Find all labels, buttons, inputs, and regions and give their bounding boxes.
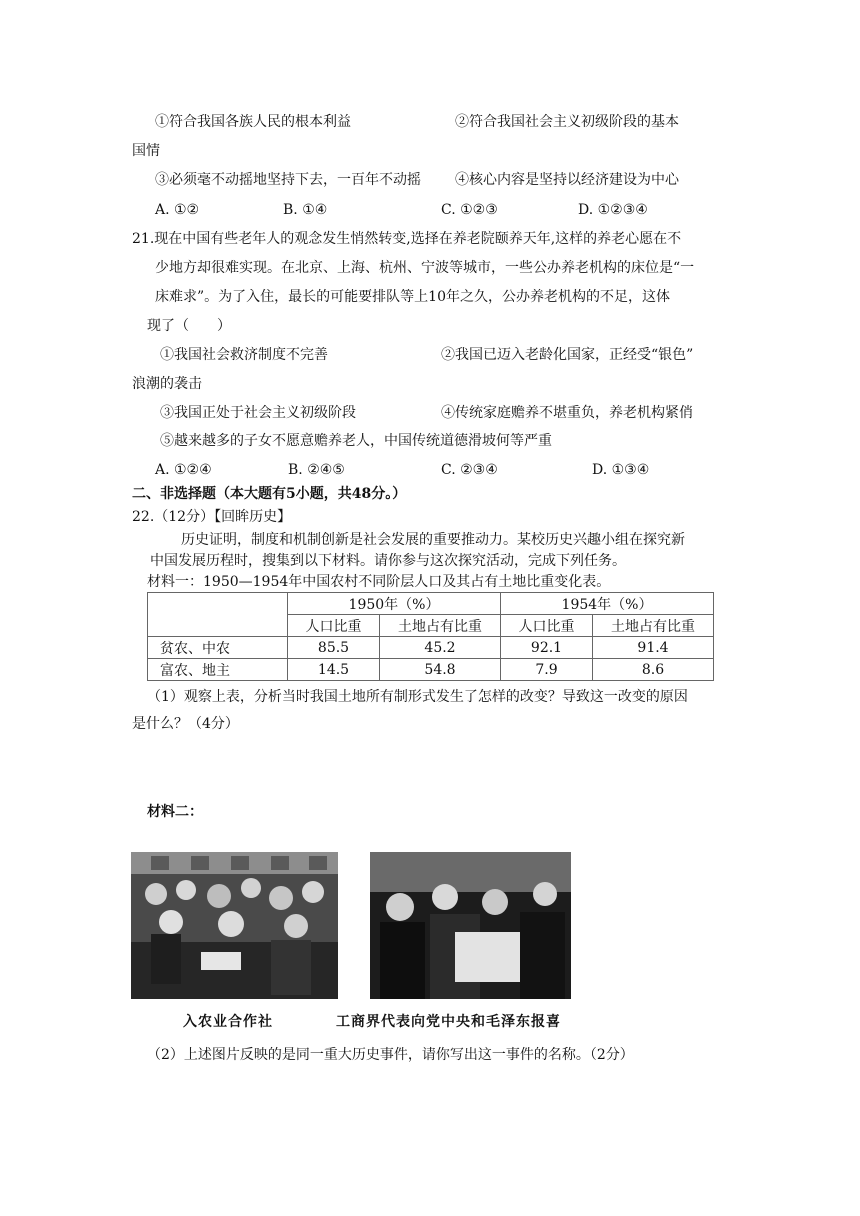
q21-choice-a: A. ①②④ — [155, 462, 212, 478]
q20-choice-d: D. ①②③④ — [578, 202, 648, 218]
q21-stem-line-4: 现了（ ） — [147, 318, 231, 334]
table-row — [148, 659, 714, 681]
business-report-photo — [370, 852, 571, 999]
section-heading: 二、非选择题（本大题有5小题，共48分。） — [132, 486, 407, 502]
table-corner-cell — [148, 593, 288, 637]
q22-sub1-line-1: （1）观察上表，分析当时我国土地所有制形式发生了怎样的改变？导致这一改变的原因 — [147, 689, 688, 705]
q22-sub1-line-2: 是什么？（4分） — [132, 716, 239, 732]
q21-option-2-cont: 浪潮的袭击 — [132, 376, 202, 392]
table-subheader: 人口比重 — [501, 615, 593, 637]
table-subheader: 土地占有比重 — [593, 615, 714, 637]
q22-sub2: （2）上述图片反映的是同一重大历史事件，请你写出这一事件的名称。（2分） — [147, 1047, 634, 1063]
table-header-row — [148, 593, 714, 615]
table-year-1954: 1954年（%） — [501, 593, 714, 615]
q21-option-1: ①我国社会救济制度不完善 — [160, 347, 328, 363]
q21-choice-d: D. ①③④ — [592, 462, 650, 478]
table-subheader: 土地占有比重 — [380, 615, 501, 637]
q22-heading: 22.（12分）【回眸历史】 — [132, 509, 292, 525]
q21-choice-c: C. ②③④ — [441, 462, 498, 478]
land-ownership-table — [147, 592, 714, 681]
q21-option-2: ②我国已迈入老龄化国家，正经受“银色” — [441, 347, 694, 363]
q21-option-5: ⑤越来越多的子女不愿意赡养老人，中国传统道德滑坡何等严重 — [160, 433, 552, 449]
table-subheader: 人口比重 — [288, 615, 380, 637]
q21-option-4: ④传统家庭赡养不堪重负，养老机构紧俏 — [441, 405, 693, 421]
table-row-label: 富农、地主 — [148, 659, 288, 681]
table-row — [148, 637, 714, 659]
q21-choice-b: B. ②④⑤ — [288, 462, 345, 478]
table-cell: 8.6 — [593, 659, 714, 681]
q20-option-4: ④核心内容是坚持以经济建设为中心 — [455, 172, 679, 188]
material-one-label: 材料一：1950—1954年中国农村不同阶层人口及其占有土地比重变化表。 — [147, 574, 611, 590]
table-cell: 91.4 — [593, 637, 714, 659]
photo-caption-cooperative: 入农业合作社 — [183, 1014, 273, 1030]
q21-stem-line-1: 21.现在中国有些老年人的观念发生悄然转变,选择在养老院颐养天年,这样的养老心愿在不 — [132, 231, 682, 247]
material-two-label: 材料二： — [147, 804, 203, 820]
q21-stem-line-3: 床难求”。为了入住，最长的可能要排队等上10年之久，公办养老机构的不足，这体 — [155, 289, 670, 305]
table-year-1950: 1950年（%） — [288, 593, 501, 615]
q22-intro-line-1: 历史证明，制度和机制创新是社会发展的重要推动力。某校历史兴趣小组在探究新 — [181, 532, 685, 548]
q22-intro-line-2: 中国发展历程时，搜集到以下材料。请你参与这次探究活动，完成下列任务。 — [150, 553, 626, 569]
q21-stem-line-2: 少地方却很难实现。在北京、上海、杭州、宁波等城市，一些公办养老机构的床位是“一 — [155, 260, 695, 276]
q20-choice-c: C. ①②③ — [441, 202, 498, 218]
q20-choice-a: A. ①② — [155, 202, 200, 218]
q20-option-2-cont: 国情 — [132, 143, 160, 159]
table-row-label: 贫农、中农 — [148, 637, 288, 659]
photo-caption-business: 工商界代表向党中央和毛泽东报喜 — [336, 1014, 561, 1030]
table-cell: 14.5 — [288, 659, 380, 681]
q20-option-3: ③必须毫不动摇地坚持下去，一百年不动摇 — [155, 172, 421, 188]
table-cell: 54.8 — [380, 659, 501, 681]
q20-option-1: ①符合我国各族人民的根本利益 — [155, 114, 351, 130]
q20-option-2: ②符合我国社会主义初级阶段的基本 — [455, 114, 679, 130]
table-cell: 45.2 — [380, 637, 501, 659]
table-cell: 85.5 — [288, 637, 380, 659]
cooperative-photo — [131, 852, 338, 999]
table-cell: 7.9 — [501, 659, 593, 681]
table-cell: 92.1 — [501, 637, 593, 659]
q21-option-3: ③我国正处于社会主义初级阶段 — [160, 405, 356, 421]
q20-choice-b: B. ①④ — [283, 202, 328, 218]
